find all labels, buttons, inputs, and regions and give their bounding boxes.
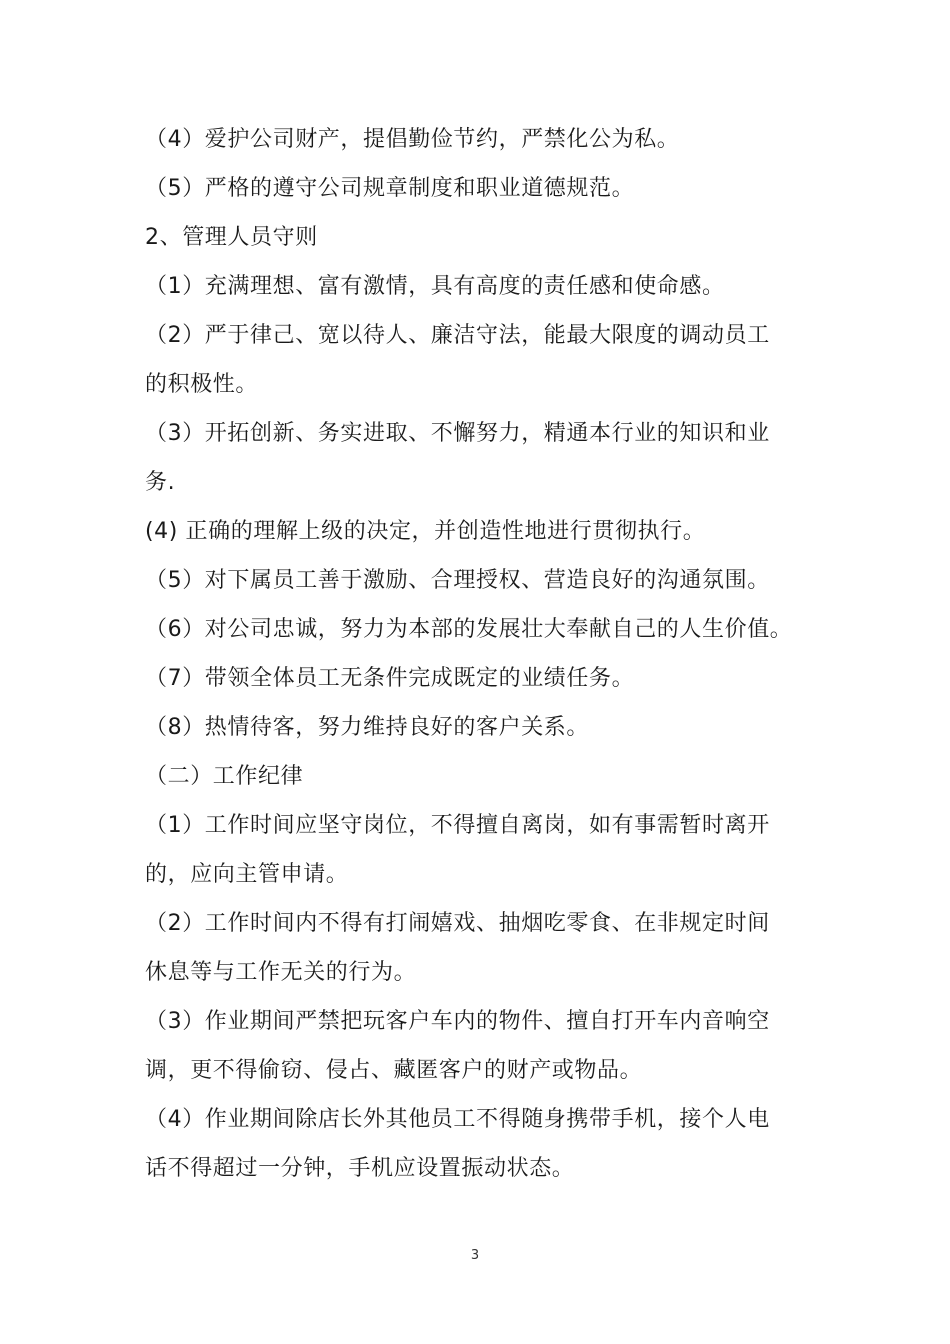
text-line: 的，应向主管申请。 — [145, 862, 349, 887]
text-line: （1）充满理想、富有激情，具有高度的责任感和使命感。 — [145, 274, 725, 299]
text-line: （5）对下属员工善于激励、合理授权、营造良好的沟通氛围。 — [145, 568, 770, 593]
text-line: （7）带领全体员工无条件完成既定的业绩任务。 — [145, 666, 635, 691]
text-line: （4）作业期间除店长外其他员工不得随身携带手机，接个人电 — [145, 1107, 770, 1132]
text-line: 话不得超过一分钟，手机应设置振动状态。 — [145, 1156, 575, 1181]
text-line: （3）作业期间严禁把玩客户车内的物件、擅自打开车内音响空 — [145, 1009, 770, 1034]
text-line: 调，更不得偷窃、侵占、藏匿客户的财产或物品。 — [145, 1058, 643, 1083]
text-line: （5）严格的遵守公司规章制度和职业道德规范。 — [145, 176, 635, 201]
section-heading: （二）工作纪律 — [145, 764, 304, 789]
section-heading: 2、管理人员守则 — [145, 225, 318, 250]
text-line: （2）严于律己、宽以待人、廉洁守法，能最大限度的调动员工 — [145, 323, 770, 348]
text-line: （6）对公司忠诚，努力为本部的发展壮大奉献自己的人生价值。 — [145, 617, 793, 642]
text-line: （3）开拓创新、务实进取、不懈努力，精通本行业的知识和业 — [145, 421, 770, 446]
text-line: （1）工作时间应坚守岗位，不得擅自离岗，如有事需暂时离开 — [145, 813, 770, 838]
document-body — [145, 115, 815, 1193]
text-line: （2）工作时间内不得有打闹嬉戏、抽烟吃零食、在非规定时间 — [145, 911, 770, 936]
text-line: (4) 正确的理解上级的决定，并创造性地进行贯彻执行。 — [145, 519, 706, 544]
text-line: 休息等与工作无关的行为。 — [145, 960, 417, 985]
text-line: 务. — [145, 470, 176, 495]
text-line: （8）热情待客，努力维持良好的客户关系。 — [145, 715, 589, 740]
text-line: 的积极性。 — [145, 372, 259, 397]
text-line: （4）爱护公司财产，提倡勤俭节约，严禁化公为私。 — [145, 127, 680, 152]
page-number: 3 — [470, 1248, 480, 1263]
